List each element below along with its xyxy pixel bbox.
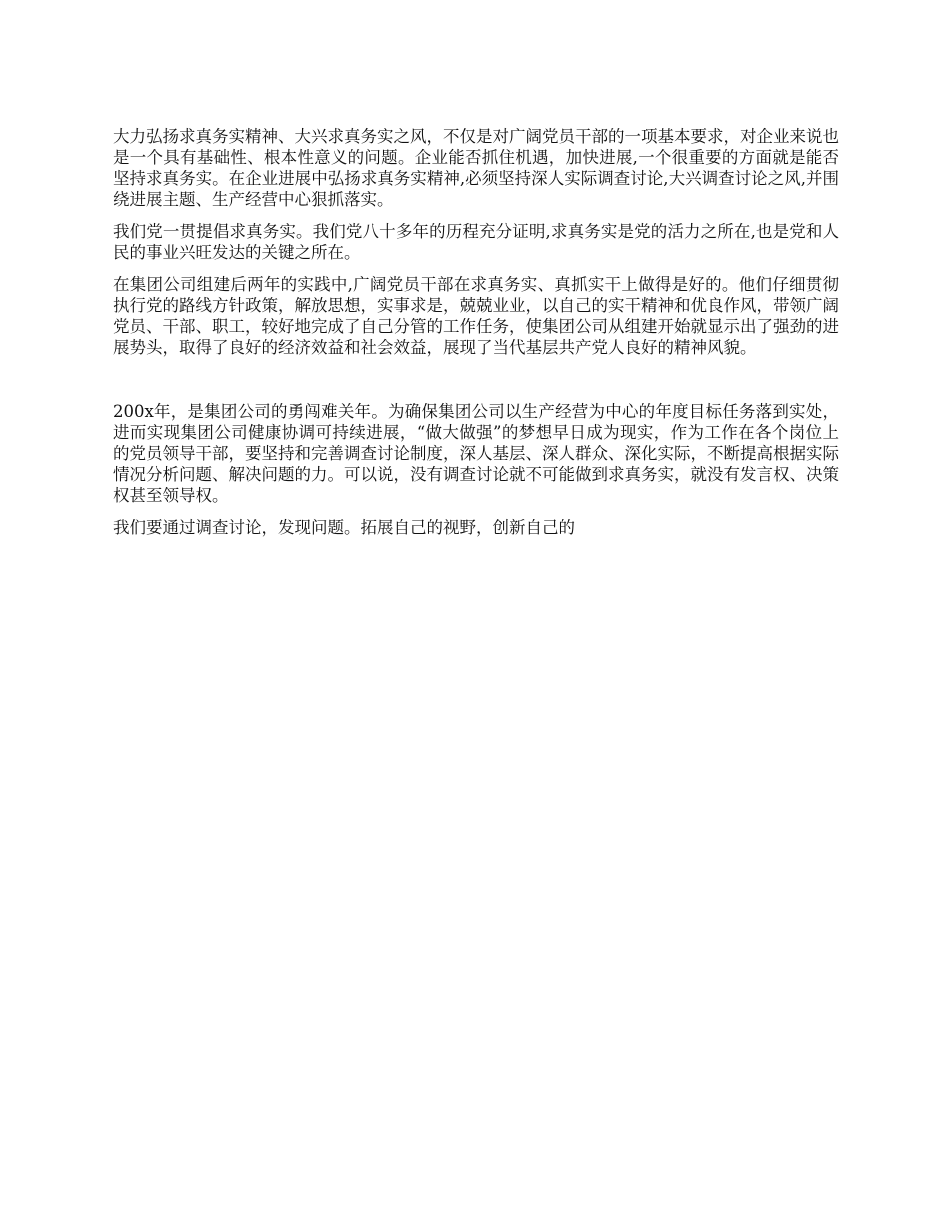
document-body <box>113 126 839 549</box>
paragraph-2: 我们党一贯提倡求真务实。我们党八十多年的历程充分证明,求真务实是党的活力之所在,也是党和人民的事业兴旺发达的关键之所在。 <box>113 222 839 262</box>
paragraph-spacer <box>113 369 839 401</box>
paragraph-4: 200x年，是集团公司的勇闯难关年。为确保集团公司以生产经营为中心的年度目标任务落到实处，进而实现集团公司健康协调可持续进展，“做大做强”的梦想早日成为现实，作为工作在各个岗位上的党员领导干部，要坚持和完善调查讨论制度，深人基层、深人群众、深化实际，不断提高根据实际情况分析问题、解决问题的力。可以说，没有调查讨论就不可能做到求真务实，就没有发言权、决策权甚至领导权。 <box>113 402 839 505</box>
paragraph-5: 我们要通过调查讨论，发现问题。拓展自己的视野，创新自己的 <box>113 518 575 537</box>
paragraph-3: 在集团公司组建后两年的实践中,广阔党员干部在求真务实、真抓实干上做得是好的。他们仔细贯彻执行党的路线方针政策，解放思想，实事求是，兢兢业业，以自己的实干精神和优良作风，带领广阔党员、干部、职工，较好地完成了自己分管的工作任务，使集团公司从组建开始就显示出了强劲的进展势头，取得了良好的经济效益和社会效益，展现了当代基层共产党人良好的精神风貌。 <box>113 275 839 357</box>
paragraph-1: 大力弘扬求真务实精神、大兴求真务实之风，不仅是对广阔党员干部的一项基本要求，对企业来说也是一个具有基础性、根本性意义的问题。企业能否抓住机遇，加快进展,一个很重要的方面就是能否坚持求真务实。在企业进展中弘扬求真务实精神,必须坚持深人实际调查讨论,大兴调查讨论之风,并围绕进展主题、生产经营中心狠抓落实。 <box>113 127 839 209</box>
